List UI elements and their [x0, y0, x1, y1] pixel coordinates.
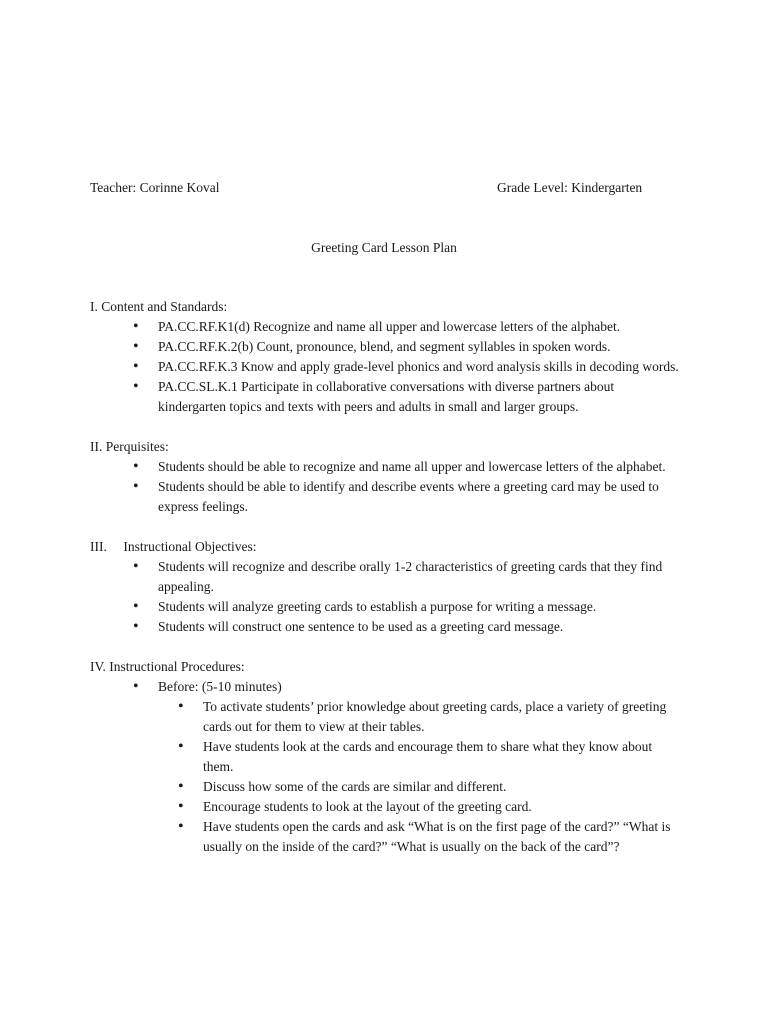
- list-item: • Students will construct one sentence to be used as a greeting card message.: [158, 617, 680, 637]
- list-item: • Students should be able to identify and describe events where a greeting card may be used to express feelings.: [158, 477, 680, 517]
- bullet-list: [90, 457, 680, 517]
- section-numeral: I.: [90, 299, 98, 314]
- section-heading: [90, 437, 680, 457]
- bullet-list: [90, 317, 680, 417]
- section-instructional-objectives: [90, 537, 680, 637]
- list-item-before: [158, 677, 680, 857]
- section-heading: [90, 657, 680, 677]
- list-item: • PA.CC.SL.K.1 Participate in collaborative conversations with diverse partners about kindergarten topics and texts with peers and adults in small and larger groups.: [158, 377, 680, 417]
- before-label: Before: (5-10 minutes): [158, 679, 282, 694]
- sub-bullet-list: [158, 697, 680, 857]
- document-title: Greeting Card Lesson Plan: [311, 240, 457, 255]
- section-heading: [90, 537, 680, 557]
- section-label: Perquisites:: [105, 439, 169, 454]
- bullet-list: [90, 557, 680, 637]
- sub-list-item: • Have students open the cards and ask “What is on the first page of the card?” “What is usually on the inside of the card?” “What is usually on the back of the card”?: [203, 817, 680, 857]
- sub-list-item: • Have students look at the cards and encourage them to share what they know about them.: [203, 737, 680, 777]
- list-item: • PA.CC.RF.K1(d) Recognize and name all upper and lowercase letters of the alphabet.: [158, 317, 680, 337]
- section-numeral: II.: [90, 439, 103, 454]
- grade-level: Grade Level: Kindergarten: [497, 180, 643, 195]
- list-item: • PA.CC.RF.K.3 Know and apply grade-level phonics and word analysis skills in decoding words.: [158, 357, 680, 377]
- sub-list-item: • Encourage students to look at the layout of the greeting card.: [203, 797, 680, 817]
- section-perquisites: [90, 437, 680, 517]
- sub-list-item: • Discuss how some of the cards are similar and different.: [203, 777, 680, 797]
- teacher-name: Teacher: Corinne Koval: [90, 180, 220, 195]
- header-row: [90, 180, 670, 202]
- section-instructional-procedures: [90, 657, 680, 857]
- section-label: Content and Standards:: [101, 299, 228, 314]
- list-item: • PA.CC.RF.K.2(b) Count, pronounce, blend, and segment syllables in spoken words.: [158, 337, 680, 357]
- section-numeral: IV.: [90, 659, 106, 674]
- section-label: Instructional Procedures:: [109, 659, 245, 674]
- section-label: Instructional Objectives:: [123, 539, 257, 554]
- sub-list-item: • To activate students’ prior knowledge about greeting cards, place a variety of greeting cards out for them to view at their tables.: [203, 697, 680, 737]
- list-item: • Students will recognize and describe orally 1-2 characteristics of greeting cards that they find appealing.: [158, 557, 680, 597]
- bullet-list: [90, 677, 680, 857]
- section-content-standards: [90, 297, 680, 417]
- list-item: • Students should be able to recognize and name all upper and lowercase letters of the alphabet.: [158, 457, 680, 477]
- document-body: [90, 297, 680, 877]
- list-item: • Students will analyze greeting cards to establish a purpose for writing a message.: [158, 597, 680, 617]
- section-heading: [90, 297, 680, 317]
- section-numeral: III.: [90, 539, 107, 554]
